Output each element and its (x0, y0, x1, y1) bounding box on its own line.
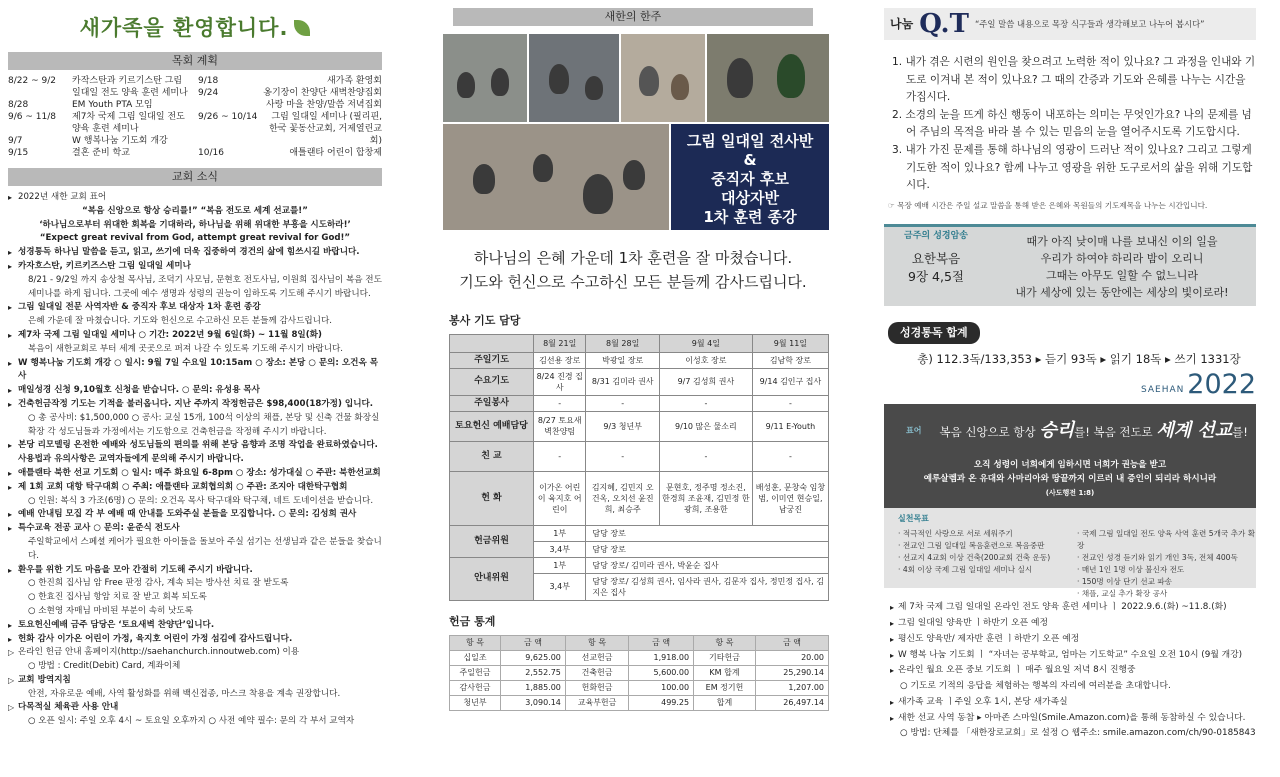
photo-collage (443, 34, 829, 230)
qt-question: 3. 내가 가진 문제를 통해 하나님의 영광이 드러난 적이 있나요? 그리고 그렇게 기도한 적이 있나요? 함께 나누고 영광을 위한 도구로서의 삶을 위해 기도합시다. (892, 143, 1253, 192)
row-label: 주일봉사 (450, 395, 534, 411)
reading-count: 총) 112.3독/133,353 ▸ 듣기 93독 ▸ 읽기 18독 ▸ 쓰기 1331장 (917, 351, 1241, 366)
news-item: ▸ 본당 리모델링 온전한 예배와 성도님들의 편의를 위해 본당 음향과 조명 작업을 완료하였습니다. 사용법과 유의사항은 교역자들에게 문의해 주시기 바랍니다. (8, 439, 382, 467)
item-cell: 합계 (694, 695, 756, 710)
qt-question: 1. 내가 겪은 시련의 원인을 찾으려고 노력한 적이 있나요? 그 과정을 인내와 기도로 이겨내 본 적이 있나요? 그 때의 간증과 기도와 은혜를 나누는 시간을 가집시다. (892, 56, 1256, 104)
reading-title: 성경통독 합계 (888, 322, 980, 344)
table-row (450, 525, 829, 541)
item-cell: 교육부헌금 (565, 695, 628, 710)
amount-cell: 25,290.14 (755, 665, 828, 680)
table-corner (450, 334, 534, 352)
news-item: ▸ 헌화 감사 이가온 어린이 가정, 육지호 어린이 가정 섬김에 감사드립니다. (8, 633, 382, 647)
news-item: ○ 오픈 일시: 주일 오후 4시 ~ 토요일 오후까지 ○ 사전 예약 필수: 문의 각 부서 교역자 (28, 716, 355, 727)
left-column (0, 0, 390, 777)
news-item: “Expect great revival from God, attempt great revival for God!” (39, 233, 351, 244)
offering-header: 항 목 (694, 635, 756, 650)
news-item: ▷ 온라인 헌금 안내 홈페이지(http://saehanchurch.innoutweb.com) 이용 (8, 646, 382, 660)
item-cell: KM 합계 (694, 665, 756, 680)
amount-cell: 1,885.00 (501, 680, 566, 695)
table-cell: 8/24 진경 집사 (534, 368, 586, 395)
memory-verse-text: 때가 아직 낮이매 나를 보내신 이의 일을 우리가 하여야 하리라 밤이 오리니 그때는 아무도 일할 수 없느니라 내가 세상에 있는 동안에는 세상의 빛이로라! (1015, 235, 1229, 300)
table-cell: - (752, 441, 828, 471)
table-cell: 9/7 김성희 권사 (659, 368, 752, 395)
offering-header: 금 액 (501, 635, 566, 650)
training-photo (707, 34, 829, 122)
table-cell: 담당 장로/ 김성희 권사, 임사라 권사, 김문자 집사, 정민정 집사, 김지은 집사 (586, 573, 829, 600)
table-cell: 김지혜, 김민지 오건옥, 오치선 윤진희, 최승주 (586, 471, 660, 525)
news-item: ▸ 애틀랜타 북한 선교 기도회 ○ 일시: 매주 화요일 6-8pm ○ 장소: 성가대실 ○ 주관: 북한선교회 (8, 467, 382, 481)
offering-table (449, 635, 829, 711)
news-item: ‘하나님으로부터 위대한 회복을 기대하라, 하나님을 위해 위대한 부흥을 시도하라!’ (39, 219, 351, 230)
table-cell: 8/27 토요새벽찬양팀 (534, 411, 586, 441)
date-header: 8월 28일 (586, 334, 660, 352)
amount-cell: 1,207.00 (755, 680, 828, 695)
schedule-row (8, 111, 192, 135)
news-item: ○ 한효진 집사님 항암 치료 잘 받고 회복 되도록 (28, 592, 207, 603)
motto-verse: 오직 성령이 너희에게 임하시면 너희가 권능을 받고 예루살렘과 온 유대와 사마리아와 땅끝까지 이르러 내 증인이 되리라 하시니라 (사도행전 1:8) (884, 458, 1256, 508)
table-cell: - (752, 395, 828, 411)
schedule-event: 애틀랜타 어린이 합창제 (289, 148, 382, 158)
table-cell: 이성호 장로 (659, 352, 752, 368)
schedule-title: 목회 계획 (8, 52, 382, 70)
news-item: 복음이 새한교회로 부터 세계 곳곳으로 퍼져 나갈 수 있도록 기도해 주시기 바랍니다. (28, 343, 344, 354)
news-item: 은혜 가운데 잘 마쳤습니다. 기도와 헌신으로 수고하신 모든 분들께 감사드립니다. (28, 316, 333, 327)
news-item: ▷ 교회 방역지침 (8, 674, 382, 688)
news-item: “복음 신앙으로 항상 승리를!” “복음 전도로 세계 선교를!” (82, 205, 308, 216)
news-item: ▸ 예배 안내팀 모집 각 부 예배 때 안내를 도와주실 분들을 모집합니다. ○ 문의: 김성희 권사 (8, 508, 382, 522)
table-cell: - (534, 395, 586, 411)
schedule-date: 8/22 ~ 9/2 (8, 76, 56, 86)
offering-title: 헌금 통계 (449, 614, 496, 628)
schedule-event: 새가족 환영회 (326, 76, 382, 86)
table-row (450, 650, 829, 665)
amount-cell: 1,918.00 (629, 650, 694, 665)
amount-cell: 2,552.75 (501, 665, 566, 680)
motto-text: 복음 신앙으로 항상 승리를! 복음 전도로 세계 선교를! (939, 419, 1248, 441)
schedule-row (8, 135, 192, 147)
table-row (450, 665, 829, 680)
table-row (450, 695, 829, 710)
amount-cell: 499.25 (629, 695, 694, 710)
news-title: 교회 소식 (8, 168, 382, 186)
schedule-date: 9/7 (8, 136, 23, 146)
news-item: ▸ 특수교육 전공 교사 ○ 문의: 윤준식 전도사 (8, 522, 382, 536)
news-item: 주일학교에서 스페셜 케어가 필요한 아이들을 돌보아 주실 섬기는 선생님과 같은 분들을 찾습니다. (28, 536, 382, 561)
row-label: 안내위원 (450, 557, 534, 600)
news-item: ○ 방법 : Credit(Debit) Card, 계좌이체 (28, 661, 181, 672)
schedule-row (8, 75, 192, 99)
news-item: ▸ W 행복나눔 기도회 개강 ○ 일시: 9월 7일 수요일 10:15am ○ 장소: 본당 ○ 문의: 오건옥 목사 (8, 357, 382, 385)
schedule-right (198, 75, 382, 159)
welcome-heading: 새가족을 환영합니다. (8, 8, 382, 48)
schedule-row (198, 111, 382, 147)
table-cell: 배성훈, 문창숙 임창범, 이미연 현승일, 남궁진 (752, 471, 828, 525)
table-cell: 9/11 E-Youth (752, 411, 828, 441)
thanks-message: 하나님의 은혜 가운데 1차 훈련을 잘 마쳤습니다. 기도와 헌신으로 수고하신 모든 분들께 감사드립니다. (459, 249, 807, 291)
service-table (449, 334, 829, 601)
news-item: 안전, 자유로운 예배, 사역 활성화를 위해 백신접종, 마스크 착용을 계속 권장합니다. (28, 688, 341, 699)
date-header: 9월 4일 (659, 334, 752, 352)
row-label: 헌금위원 (450, 525, 534, 557)
schedule-event: W 행복나눔 기도회 개강 (72, 136, 168, 146)
table-cell: 담당 장로/ 김미라 권사, 박윤순 집사 (586, 557, 829, 573)
schedule-row (8, 99, 192, 111)
table-cell: 담당 장로 (586, 541, 829, 557)
item-cell: 기타헌금 (694, 650, 756, 665)
middle-column (437, 0, 829, 777)
table-cell: 김선용 장로 (534, 352, 586, 368)
schedule-row (198, 147, 382, 159)
item-cell: 헌화헌금 (565, 680, 628, 695)
date-header: 9월 11일 (752, 334, 828, 352)
table-cell: - (659, 441, 752, 471)
schedule-date: 10/16 (198, 148, 224, 158)
news-list (8, 191, 382, 729)
news-item: ▸ 새한 선교 사역 동참 ▸ 아마존 스마일(Smile.Amazon.com)을 통해 동참하실 수 있습니다. (890, 711, 1274, 727)
news-item: ▸ 건축헌금작정 기도는 기적을 불러옵니다. 지난 주까지 작정헌금은 $98,400(18가정) 입니다. (8, 398, 382, 412)
schedule-row (198, 87, 382, 111)
table-cell: 담당 장로 (586, 525, 829, 541)
schedule-event: 옹기장이 찬양단 새벽찬양집회 사랑 마을 찬양/말씀 저녁집회 (263, 88, 382, 110)
table-cell: - (586, 441, 660, 471)
training-photo (529, 34, 619, 122)
news-item: ▸ 카자흐스탄, 키르키즈스탄 그림 일대일 세미나 (8, 260, 382, 274)
table-row (450, 680, 829, 695)
table-cell: - (659, 395, 752, 411)
amount-cell: 3,090.14 (501, 695, 566, 710)
schedule-date: 9/26 ~ 10/14 (198, 112, 258, 122)
schedule-event: 카작스탄과 키르기스탄 그림 일대일 전도 양육 훈련 세미나 (72, 76, 188, 98)
right-column (884, 0, 1274, 777)
qt-question: 2. 소경의 눈을 뜨게 하신 행동이 내포하는 의미는 무엇인가요? 나의 문제를 넘어 주님의 목적을 바라 볼 수 있는 믿음의 눈을 열어주시도록 기도합시다. (892, 108, 1252, 139)
table-row (450, 411, 829, 441)
news-item: 8/21 - 9/2일 까지 송상철 목사님, 조덕기 사모님, 문현호 전도사님, 이원희 집사님이 복음 전도 세미나를 하게 됩니다. 그곳에 예수 생명과 성령의 권능이 임하도록 기도해 주시기 바랍니다. (28, 274, 382, 299)
amount-cell: 20.00 (755, 650, 828, 665)
schedule-event: 그림 일대일 세미나 (필리핀, 한국 꽃동산교회, 거제열린교회) (269, 112, 382, 146)
training-photo (621, 34, 705, 122)
news-item: ▸ 환우를 위한 기도 마음을 모아 간절히 기도해 주시기 바랍니다. (8, 564, 382, 578)
table-cell: 9/3 청년부 (586, 411, 660, 441)
news-item: ○ 인원: 복식 3 가조(6명) ○ 문의: 오건옥 목사 탁구대와 탁구채, 네트 도네이션을 받습니다. (28, 495, 374, 506)
news-item: ○ 기도로 기적의 응답을 체험하는 행복의 자리에 여러분을 초대합니다. (900, 681, 1171, 692)
row-label: 수요기도 (450, 368, 534, 395)
table-cell: 이가온 어린이 육지호 어린이 (534, 471, 586, 525)
table-cell: 김남학 장로 (752, 352, 828, 368)
news-item: ▸ 2022년 새한 교회 표어 (8, 191, 382, 205)
table-cell: 8/31 김미라 권사 (586, 368, 660, 395)
news-item: ○ 한진희 집사님 암 Free 판정 감사, 계속 되는 방사선 치료 잘 받도록 (28, 578, 289, 589)
offering-header: 금 액 (629, 635, 694, 650)
news-item: ▸ 그림 일대일 전문 사역자반 & 중직자 후보 대상자 1차 훈련 종강 (8, 301, 382, 315)
prayer-title: 봉사 기도 담당 (449, 314, 521, 327)
promo-banner: 그림 일대일 전사반 & 중직자 후보 대상자반 1차 훈련 종강 (671, 124, 829, 230)
table-row (450, 368, 829, 395)
table-cell: 문현호, 정주명 정소진, 한경희 조윤재, 김민정 한광희, 조용한 (659, 471, 752, 525)
qt-questions (884, 54, 1256, 195)
table-row (450, 352, 829, 368)
qt-title: Q.T (919, 8, 969, 39)
row-label: 주일기도 (450, 352, 534, 368)
schedule-date: 9/18 (198, 76, 219, 86)
schedule-date: 9/24 (198, 88, 219, 98)
item-cell: EM 정기헌 (694, 680, 756, 695)
offering-header: 항 목 (450, 635, 501, 650)
row-label: 헌 화 (450, 471, 534, 525)
news-item: ▷ 다목적실 체육관 사용 안내 (8, 701, 382, 715)
amount-cell: 9,625.00 (501, 650, 566, 665)
table-cell: 3,4부 (534, 573, 586, 600)
news-item: ▸ 평신도 양육반/ 제자반 훈련 ㅣ하반기 오픈 예정 (890, 632, 1274, 648)
news-item: ○ 방법: 단체를 「새한장로교회」로 설정 ○ 웹주소: smile.amazon.com/ch/90-0185843 (900, 728, 1256, 739)
offering-header: 항 목 (565, 635, 628, 650)
table-row (450, 471, 829, 525)
practice-goals: 실천목표 · 적극적인 사랑으로 서로 세워주기 · 전교인 그림 일대일 복음훈련으로 복음중판 · 선교지 4교회 이상 건축(200교회 건축 운동) · 4회 이상 국제 그림 일대일 세미나 실시 · 국제 그림 일대일 전도 양육 사역 훈련 5개국 추가 확장 · 전교인 성경 듣기와 읽기 개인 3독, 전체 400독 · 매년 1인 1명 이상 불신자 전도 · 150명 이상 단기 선교 파송 · 채플, 교실 추가 확장 공사 (898, 514, 1256, 599)
schedule-date: 9/6 ~ 11/8 (8, 112, 56, 122)
news-item: ○ 소현영 자매님 마비된 부분이 속히 낫도록 (28, 605, 194, 616)
news-item: ▸ 새가족 교육 ㅣ주일 오후 1시, 본당 새가족실 (890, 695, 1274, 711)
news-item: ▸ 제 7차 국제 그림 일대일 온라인 전도 양육 훈련 세미나 ㅣ 2022.9.6.(화) ~11.8.(화) (890, 600, 1274, 616)
news-item: ▸ 제 1회 교회 대항 탁구대회 ○ 주최: 애틀랜타 교회협의회 ○ 주관: 조지아 대한탁구협회 (8, 481, 382, 495)
table-cell: 1부 (534, 525, 586, 541)
schedule-row (8, 147, 192, 159)
amount-cell: 5,600.00 (629, 665, 694, 680)
table-cell: 9/14 김인구 집사 (752, 368, 828, 395)
news-item: ▸ 매일성경 신청 9,10월호 신청을 받습니다. ○ 문의: 유성용 목사 (8, 384, 382, 398)
group-photo (443, 124, 669, 230)
item-cell: 선교헌금 (565, 650, 628, 665)
schedule-event: EM Youth PTA 모임 (72, 100, 153, 110)
year-banner: SAEHAN 2022 (1141, 369, 1256, 401)
schedule-event: 제7차 국제 그림 일대일 전도 양육 훈련 세미나 (72, 112, 185, 134)
news-item: ▸ 토요헌신예배 금주 담당은 ‘토요새벽 찬양단’입니다. (8, 619, 382, 633)
table-cell: - (534, 441, 586, 471)
schedule-row (198, 75, 382, 87)
table-cell: 3,4부 (534, 541, 586, 557)
news-item: ▸ 제7차 국제 그림 일대일 세미나 ○ 기간: 2022년 9월 6일(화) ~ 11월 8일(화) (8, 329, 382, 343)
item-cell: 십일조 (450, 650, 501, 665)
memory-verse-box: 금주의 성경암송 요한복음 9장 4,5절 때가 아직 낮이매 나를 보내신 이의 일을 우리가 하여야 하리라 밤이 오리니 그때는 아무도 일할 수 없느니라 내가 세상에 있는 동안에는 세상의 빛이로라! (884, 224, 1256, 306)
amount-cell: 100.00 (629, 680, 694, 695)
leaf-icon (294, 20, 310, 36)
item-cell: 주일헌금 (450, 665, 501, 680)
table-row (450, 395, 829, 411)
table-cell: - (586, 395, 660, 411)
offering-header: 금 액 (755, 635, 828, 650)
item-cell: 감사헌금 (450, 680, 501, 695)
date-header: 8월 21일 (534, 334, 586, 352)
news-item: ▸ 그림 일대일 양육반 ㅣ하반기 오픈 예정 (890, 616, 1274, 632)
table-cell: 9/10 많은 물소리 (659, 411, 752, 441)
item-cell: 건축헌금 (565, 665, 628, 680)
news-item: ○ 총 공사비: $1,500,000 ○ 공사: 교실 15개, 100석 이상의 채플, 본당 및 신축 건물 화장실 확장 각 성도님들과 가정에서는 기도함으로 건축헌금을 작정해 주시기 바랍니다. (28, 412, 380, 437)
schedule-table (8, 75, 382, 159)
qt-footnote: ☞ 목장 예배 시간은 주일 설교 말씀을 통해 받은 은혜와 목원들의 기도제목을 나누는 시간입니다. (888, 200, 1208, 210)
news-item: ▸ 온라인 월요 오픈 중보 기도회 ㅣ 매주 월요일 저녁 8시 진행중 (890, 663, 1274, 679)
table-row (450, 557, 829, 573)
table-cell: 1부 (534, 557, 586, 573)
motto-box: 표어 복음 신앙으로 항상 승리를! 복음 전도로 세계 선교를! 오직 성령이 너희에게 임하시면 너희가 권능을 받고 예루살렘과 온 유대와 사마리아와 땅끝까지 이르러 내 증인이 되리라 하시니라 (사도행전 1:8) 실천목표 · 적극적인 사랑으로 서로 세워주기 · 전교인 그림 일대일 복음훈련으로 복음중판 · 선교지 4교회 이상 건축(200교회 건축 운동) · 4회 이상 국제 그림 일대일 세미나 실시 · 국제 그림 일대일 전도 양육 사역 훈련 5개국 추가 확장 · 전교인 성경 듣기와 읽기 개인 3독, 전체 400독 · 매년 1인 1명 이상 불신자 전도 · 150명 이상 단기 선교 파송 · 채플, 교실 추가 확장 공사 (884, 404, 1256, 588)
weekly-title: 새한의 한주 (453, 8, 813, 26)
news-item: ▸ 성경통독 하나님 말씀을 듣고, 읽고, 쓰기에 더욱 집중하여 경건의 삶에 힘쓰시길 바랍니다. (8, 246, 382, 260)
schedule-left (8, 75, 192, 159)
row-label: 친 교 (450, 441, 534, 471)
table-cell: 박광일 장로 (586, 352, 660, 368)
qt-header: 나눔 Q.T “주일 말씀 내용으로 목장 식구들과 생각해보고 나누어 봅시다” (884, 8, 1256, 40)
news-item: ▸ W 행복 나눔 기도회 ㅣ “자녀는 공부학교, 엄마는 기도학교” 수요일 오전 10시 (9월 개강) (890, 648, 1274, 664)
amount-cell: 26,497.14 (755, 695, 828, 710)
item-cell: 청년부 (450, 695, 501, 710)
schedule-event: 결혼 준비 학교 (72, 148, 130, 158)
training-photo (443, 34, 527, 122)
table-row (450, 441, 829, 471)
row-label: 토요헌신 예배담당 (450, 411, 534, 441)
schedule-date: 9/15 (8, 148, 29, 158)
schedule-date: 8/28 (8, 100, 29, 110)
right-news-list (884, 600, 1274, 742)
